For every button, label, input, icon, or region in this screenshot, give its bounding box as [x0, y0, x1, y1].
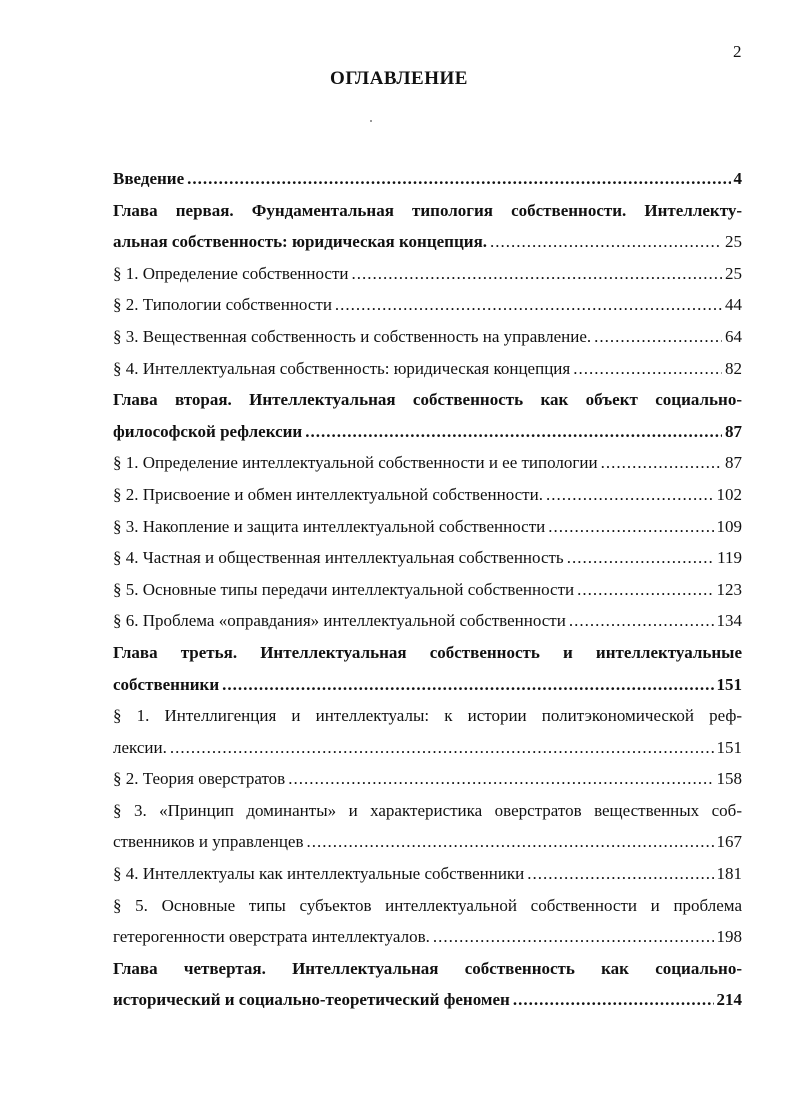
toc-page-number: 82 — [725, 358, 742, 378]
toc-section-3-1-line-1: § 1. Интеллигенция и интеллектуалы: к истории политэкономической реф- — [113, 706, 742, 726]
toc-leader-dots — [288, 763, 713, 795]
toc-leader-dots — [187, 163, 730, 195]
toc-entry-text: ственников и управленцев — [113, 832, 304, 852]
toc-entry-text: § 5. Основные типы передачи интеллектуальной собственности — [113, 579, 575, 599]
toc-chapter-2-line-1: Глава вторая. Интеллектуальная собственность как объект социально- — [113, 390, 742, 410]
toc-leader-dots — [335, 289, 722, 321]
toc-page-number: 123 — [716, 579, 742, 599]
toc-entry-text: § 4. Частная и общественная интеллектуальная собственность — [113, 548, 564, 568]
toc-entry-text: § 1. Определение собственности — [113, 263, 349, 283]
toc-chapter-3-line-1: Глава третья. Интеллектуальная собственность и интеллектуальные — [113, 642, 742, 662]
toc-page-number: 151 — [716, 674, 742, 694]
toc-entry-text: альная собственность: юридическая концепция. — [113, 232, 488, 252]
toc-page-number: 25 — [725, 263, 742, 283]
toc-leader-dots — [305, 416, 722, 448]
toc-section-3-3-line-1: § 3. «Принцип доминанты» и характеристика оверстратов вещественных соб- — [113, 800, 742, 820]
toc-page-number: 87 — [725, 421, 742, 441]
toc-leader-dots — [548, 511, 713, 543]
toc-leader-dots — [490, 226, 722, 258]
toc-page-number: 44 — [725, 295, 742, 315]
scan-speck — [370, 120, 372, 122]
toc-chapter-3-line-2 — [113, 669, 742, 701]
toc-section-2-5 — [113, 574, 742, 606]
toc-leader-dots — [601, 447, 722, 479]
toc-section-2-2 — [113, 479, 742, 511]
toc-leader-dots — [546, 479, 714, 511]
toc-page-number: 87 — [725, 453, 742, 473]
toc-entry-text: § 3. Накопление и защита интеллектуальной собственности — [113, 516, 546, 536]
toc-page-number: 25 — [725, 232, 742, 252]
page-title: ОГЛАВЛЕНИЕ — [330, 68, 468, 89]
toc-page-number: 181 — [716, 864, 742, 884]
toc-section-3-5-line-2 — [113, 921, 742, 953]
toc-entry-text: собственники — [113, 674, 220, 694]
toc-entry-text: исторический и социально-теоретический феномен — [113, 990, 510, 1010]
toc-entry-text: § 2. Типологии собственности — [113, 295, 332, 315]
toc-leader-dots — [527, 858, 713, 890]
toc-entry-text: § 2. Теория оверстратов — [113, 769, 286, 789]
toc-section-3-2 — [113, 763, 742, 795]
toc-page-number: 109 — [716, 516, 742, 536]
toc-entry-text: Введение — [113, 169, 185, 188]
table-of-contents — [113, 163, 742, 1016]
toc-page-number: 64 — [725, 326, 742, 346]
toc-page-number: 158 — [716, 769, 742, 789]
toc-section-3-3-line-2 — [113, 826, 742, 858]
toc-section-1-3 — [113, 321, 742, 353]
toc-entry-text: § 1. Определение интеллектуальной собственности и ее типологии — [113, 453, 598, 473]
toc-section-1-4 — [113, 353, 742, 385]
toc-page-number: 102 — [716, 484, 742, 504]
toc-page-number: 4 — [733, 169, 742, 188]
toc-leader-dots — [513, 984, 714, 1016]
toc-section-2-6 — [113, 605, 742, 637]
toc-page-number: 134 — [716, 611, 742, 631]
toc-chapter-4-line-2 — [113, 984, 742, 1016]
toc-page-number: 214 — [716, 990, 742, 1010]
toc-section-2-4 — [113, 542, 742, 574]
toc-section-3-5-line-1: § 5. Основные типы субъектов интеллектуальной собственности и проблема — [113, 895, 742, 915]
toc-chapter-2-line-2 — [113, 416, 742, 448]
toc-entry-text: § 2. Присвоение и обмен интеллектуальной собственности. — [113, 484, 543, 504]
toc-page-number: 119 — [717, 548, 742, 568]
toc-section-1-1 — [113, 258, 742, 290]
toc-entry-text: § 4. Интеллектуальная собственность: юридическая концепция — [113, 358, 571, 378]
toc-page-number: 151 — [716, 737, 742, 757]
toc-entry-text: гетерогенности оверстрата интеллектуалов. — [113, 927, 430, 947]
toc-chapter-1-line-1: Глава первая. Фундаментальная типология собственности. Интеллекту- — [113, 200, 742, 220]
toc-chapter-4-line-1: Глава четвертая. Интеллектуальная собственность как социально- — [113, 958, 742, 978]
page-number: 2 — [733, 42, 742, 61]
toc-section-2-1 — [113, 447, 742, 479]
toc-section-1-2 — [113, 289, 742, 321]
toc-entry-text: § 6. Проблема «оправдания» интеллектуальной собственности — [113, 611, 566, 631]
toc-leader-dots — [594, 321, 722, 353]
toc-leader-dots — [569, 605, 714, 637]
toc-leader-dots — [567, 542, 714, 574]
toc-entry-intro — [113, 163, 742, 195]
toc-page-number: 167 — [716, 832, 742, 852]
toc-entry-text: философской рефлексии — [113, 421, 303, 441]
toc-leader-dots — [573, 353, 722, 385]
toc-leader-dots — [433, 921, 714, 953]
toc-entry-text: § 3. Вещественная собственность и собственность на управление. — [113, 326, 592, 346]
toc-leader-dots — [307, 826, 714, 858]
toc-section-3-4 — [113, 858, 742, 890]
toc-section-3-1-line-2 — [113, 732, 742, 764]
toc-leader-dots — [170, 732, 714, 764]
toc-chapter-1-line-2 — [113, 226, 742, 258]
toc-leader-dots — [577, 574, 713, 606]
toc-section-2-3 — [113, 511, 742, 543]
toc-entry-text: § 4. Интеллектуалы как интеллектуальные собственники — [113, 864, 525, 884]
toc-leader-dots — [222, 669, 713, 701]
toc-page-number: 198 — [716, 927, 742, 947]
toc-entry-text: лексии. — [113, 737, 167, 757]
toc-leader-dots — [352, 258, 723, 290]
